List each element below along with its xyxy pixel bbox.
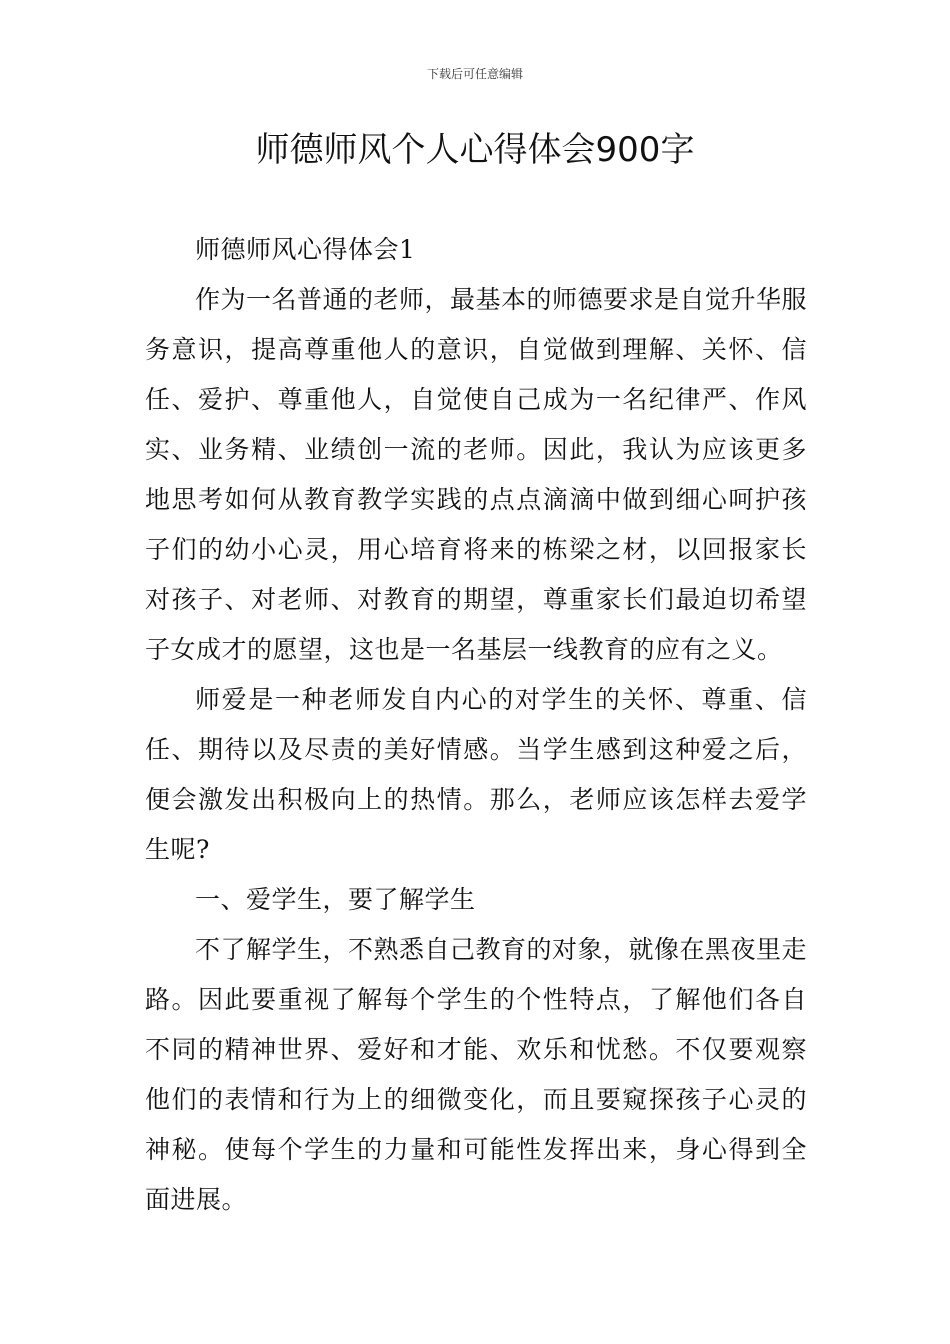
header-note: 下载后可任意编辑 [426,67,523,81]
body-paragraph-2: 师爱是一种老师发自内心的对学生的关怀、尊重、信任、期待以及尽责的美好情感。当学生感到这种爱之后，便会激发出积极向上的热情。那么，老师应该怎样去爱学生呢? [145,685,807,864]
document-title: 师德师风个人心得体会900字 [255,130,695,170]
section-heading-1: 师德师风心得体会1 [195,235,416,264]
body-paragraph-1: 作为一名普通的老师，最基本的师德要求是自觉升华服务意识，提高尊重他人的意识，自觉做到理解、关怀、信任、爱护、尊重他人，自觉使自己成为一名纪律严、作风实、业务精、业绩创一流的老师。因此，我认为应该更多地思考如何从教育教学实践的点点滴滴中做到细心呵护孩子们的幼小心灵，用心培育将来的栋梁之材，以回报家长对孩子、对老师、对教育的期望，尊重家长们最迫切希望子女成才的愿望，这也是一名基层一线教育的应有之义。 [145,285,808,664]
document-body [145,225,807,1225]
subheading-love-students: 一、爱学生，要了解学生 [195,885,476,914]
body-paragraph-3: 不了解学生，不熟悉自己教育的对象，就像在黑夜里走路。因此要重视了解每个学生的个性特点，了解他们各自不同的精神世界、爱好和才能、欢乐和忧愁。不仅要观察他们的表情和行为上的细微变化，而且要窥探孩子心灵的神秘。使每个学生的力量和可能性发挥出来，身心得到全面进展。 [145,935,808,1214]
